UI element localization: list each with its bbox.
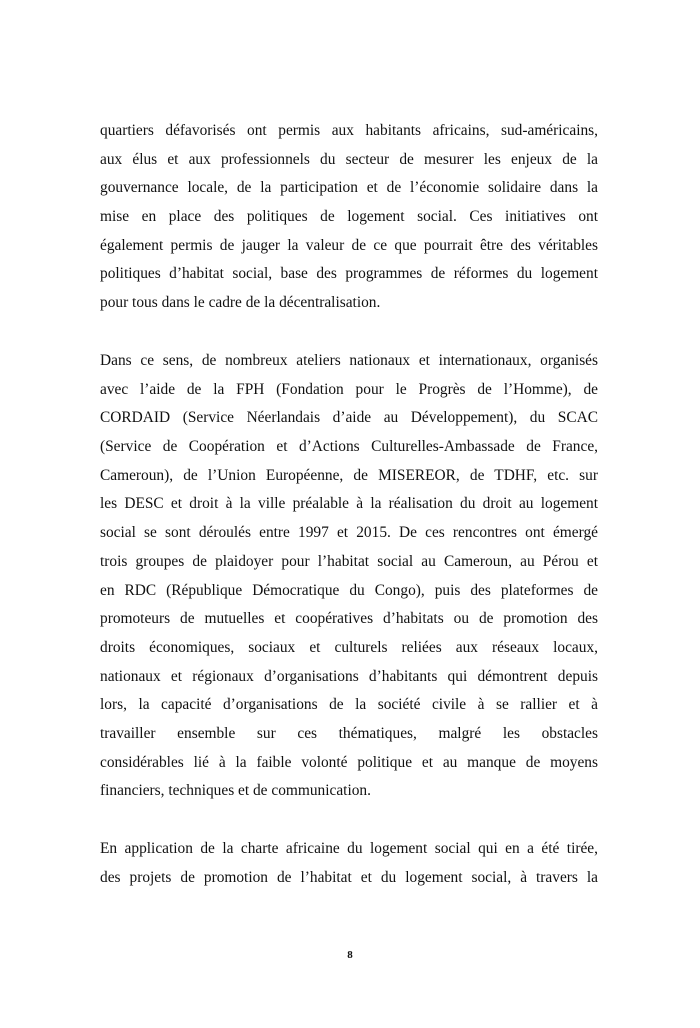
text-line: social se sont déroulés entre 1997 et 2015. De ces rencontres ont émergé — [100, 524, 598, 542]
text-line: avec l’aide de la FPH (Fondation pour le Progrès de l’Homme), de — [100, 380, 598, 398]
text-line: travailler ensemble sur ces thématiques, malgré les obstacles — [100, 724, 598, 742]
text-line: mise en place des politiques de logement social. Ces initiatives ont — [100, 208, 598, 226]
paragraph-2 — [100, 347, 598, 806]
text-line: droits économiques, sociaux et culturels reliées aux réseaux locaux, — [100, 638, 598, 656]
text-line: gouvernance locale, de la participation et de l’économie solidaire dans la — [100, 179, 598, 197]
text-line: nationaux et régionaux d’organisations d’habitants qui démontrent depuis — [100, 667, 598, 685]
text-line: CORDAID (Service Néerlandais d’aide au Développement), du SCAC — [100, 409, 598, 427]
paragraph-1 — [100, 117, 598, 318]
text-line: En application de la charte africaine du logement social qui en a été tirée, — [100, 840, 598, 857]
text-line: en RDC (République Démocratique du Congo), puis des plateformes de — [100, 581, 598, 599]
text-line: Cameroun), de l’Union Européenne, de MISEREOR, de TDHF, etc. sur — [100, 466, 598, 484]
text-line: promoteurs de mutuelles et coopératives d’habitats ou de promotion des — [100, 610, 598, 628]
text-line: également permis de jauger la valeur de ce que pourrait être des véritables — [100, 236, 598, 254]
text-line: pour tous dans le cadre de la décentralisation. — [100, 294, 381, 312]
text-line: trois groupes de plaidoyer pour l’habitat social au Cameroun, au Pérou et — [100, 552, 598, 570]
text-line: quartiers défavorisés ont permis aux habitants africains, sud-américains, — [100, 122, 598, 139]
paragraph-3 — [100, 835, 598, 892]
text-line: politiques d’habitat social, base des programmes de réformes du logement — [100, 265, 598, 283]
text-line: considérables lié à la faible volonté politique et au manque de moyens — [100, 753, 598, 771]
text-line: des projets de promotion de l’habitat et du logement social, à travers la — [100, 868, 598, 886]
text-line: lors, la capacité d’organisations de la société civile à se rallier et à — [100, 696, 598, 714]
text-line: aux élus et aux professionnels du secteur de mesurer les enjeux de la — [100, 150, 598, 168]
text-line: financiers, techniques et de communication. — [100, 782, 371, 800]
text-line: Dans ce sens, de nombreux ateliers nationaux et internationaux, organisés — [100, 352, 598, 369]
text-line: les DESC et droit à la ville préalable à la réalisation du droit au logement — [100, 495, 598, 513]
page-number: 8 — [347, 949, 353, 961]
text-line: (Service de Coopération et d’Actions Culturelles-Ambassade de France, — [100, 438, 598, 456]
